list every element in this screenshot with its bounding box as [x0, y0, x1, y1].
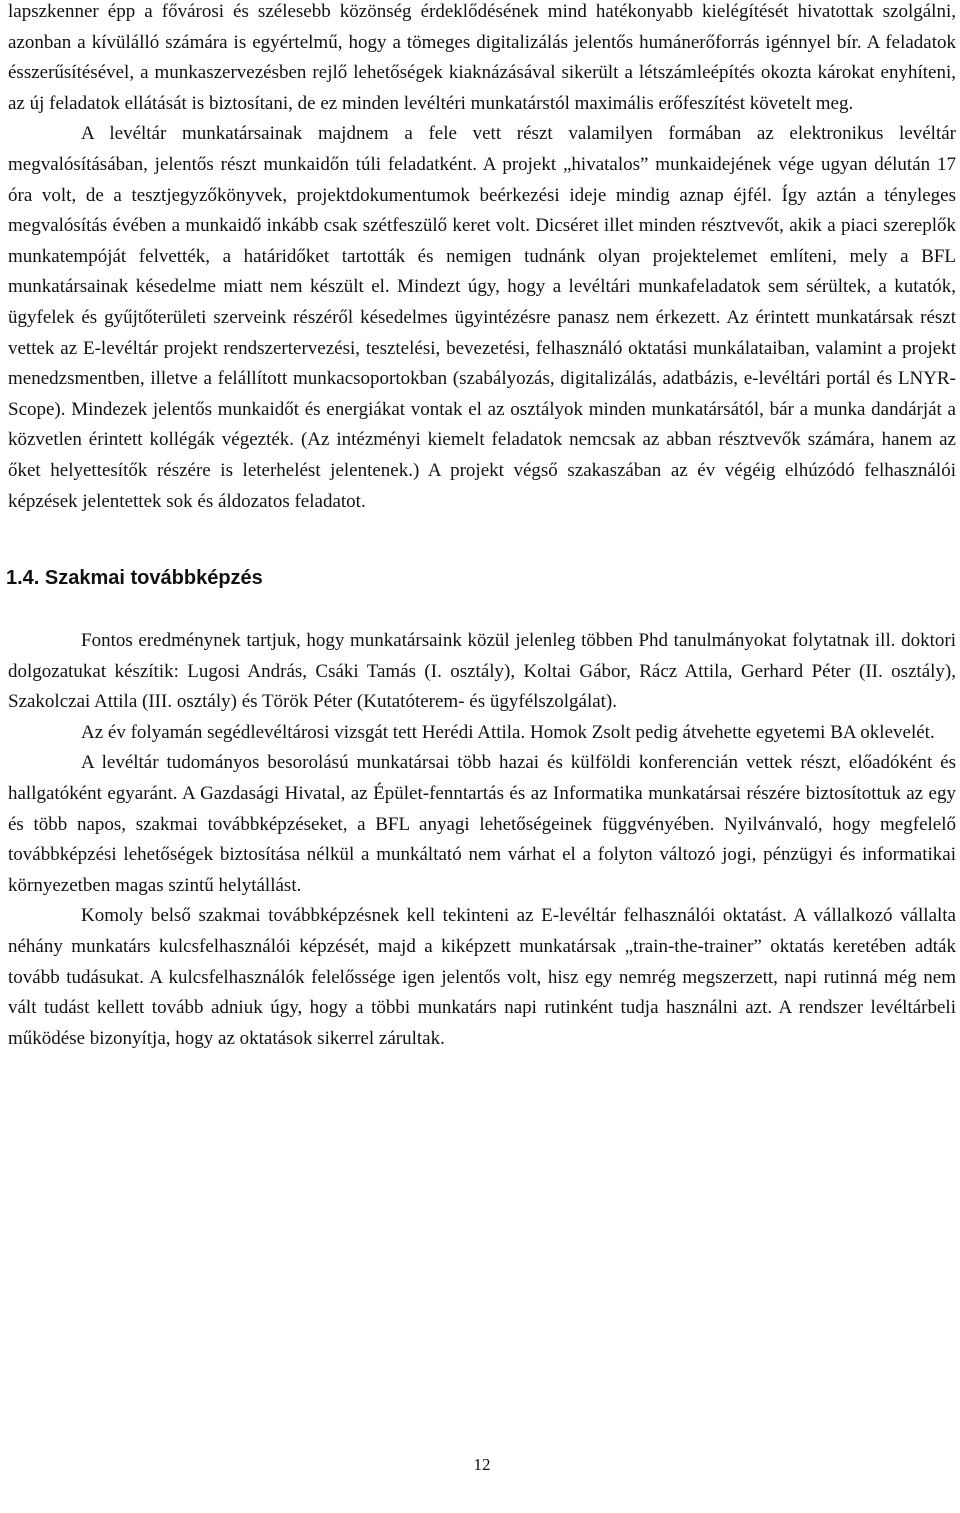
section-heading: 1.4. Szakmai továbbképzés — [6, 567, 263, 590]
paragraph-section-2: Az év folyamán segédlevéltárosi vizsgát tett Herédi Attila. Homok Zsolt pedig átvehette egyetemi BA oklevelét. — [81, 721, 935, 743]
paragraph-intro-1: lapszkenner épp a fővárosi és szélesebb közönség érdeklődésének mind hatékonyabb kielégítését hivatottak szolgálni, azonban a kívülálló számára is egyértelmű, hogy a tömeges digitalizálás jelentős humánerőforrás igénnyel bír. A feladatok ésszerűsítésével, a munkaszervezésben rejlő lehetőségek kiaknázásával sikerült a létszámleépítés okozta károkat enyhíteni, az új feladatok ellátását is biztosítani, de ez minden levéltéri munkatárstól maximális erőfeszítést követelt meg. — [8, 1, 956, 114]
document-body — [8, 0, 956, 1054]
paragraph-intro-2: A levéltár munkatársainak majdnem a fele vett részt valamilyen formában az elektronikus levéltár megvalósításában, jelentős részt munkaidőn túli feladatként. A projekt „hivatalos” munkaidejének vége ugyan délután 17 óra volt, de a tesztjegyzőkönyvek, projektdokumentumok beérkezési ideje mindig aznap éjfél. Így aztán a tényleges megvalósítás évében a munkaidő inkább csak szétfeszülő keret volt. Dicséret illet minden résztvevőt, akik a piaci szereplők munkatempóját felvették, a határidőket tartották és nemigen tudnánk olyan projektelemet említeni, mely a BFL munkatársainak késedelme miatt nem készült el. Mindezt úgy, hogy a levéltári munkafeladatok sem sérültek, a kutatók, ügyfelek és gyűjtőterületi szerveink részéről késedelmes ügyintézésre panasz nem érkezett. Az érintett munkatársak részt vettek az E-levéltár projekt rendszertervezési, tesztelési, bevezetési, felhasználó oktatási munkálataiban, valamint a projekt menedzsmentben, illetve a felállított munkacsoportokban (szabályozás, digitalizálás, adatbázis, e-levéltári portál és LNYR-Scope). Mindezek jelentős munkaidőt és energiákat vontak el az osztályok minden munkatársától, bár a munka dandárját a közvetlen érintett kollégák végezték. (Az intézményi kiemelt feladatok nemcsak az abban résztvevők számára, hanem az őket helyettesítők részére is leterhelést jelentenek.) A projekt végső szakaszában az év végéig elhúzódó felhasználói képzések jelentettek sok és áldozatos feladatot. — [8, 123, 956, 512]
paragraph-section-3: A levéltár tudományos besorolású munkatársai több hazai és külföldi konferencián vettek részt, előadóként és hallgatóként egyaránt. A Gazdasági Hivatal, az Épület-fenntartás és az Informatika munkatársai részére biztosítottuk az egy és több napos, szakmai továbbképzéseket, a BFL anyagi lehetőségeinek függvényében. Nyilvánvaló, hogy megfelelő továbbképzési lehetőségek biztosítása nélkül a munkáltató nem várhat el a folyton változó jogi, pénzügyi és informatikai környezetben magas szintű helytállást. — [8, 752, 956, 896]
page-number: 12 — [473, 1455, 491, 1474]
document-page — [8, 0, 956, 1513]
paragraph-section-1: Fontos eredménynek tartjuk, hogy munkatársaink közül jelenleg többen Phd tanulmányokat folytatnak ill. doktori dolgozatukat készítik: Lugosi András, Csáki Tamás (I. osztály), Koltai Gábor, Rácz Attila, Gerhard Péter (II. osztály), Szakolczai Attila (III. osztály) és Török Péter (Kutatóterem- és ügyfélszolgálat). — [8, 630, 956, 713]
paragraph-section-4: Komoly belső szakmai továbbképzésnek kell tekinteni az E-levéltár felhasználói oktatást. A vállalkozó vállalta néhány munkatárs kulcsfelhasználói képzését, majd a kiképzett munkatársak „train-the-trainer” oktatás keretében adták tovább tudásukat. A kulcsfelhasználók felelőssége igen jelentős volt, hisz egy nemrég megszerzett, napi rutinná még nem vált tudást kellett tovább adniuk úgy, hogy a többi munkatárs napi rutinként tudja használni azt. A rendszer levéltárbeli működése bizonyítja, hogy az oktatások sikerrel zárultak. — [8, 905, 956, 1049]
